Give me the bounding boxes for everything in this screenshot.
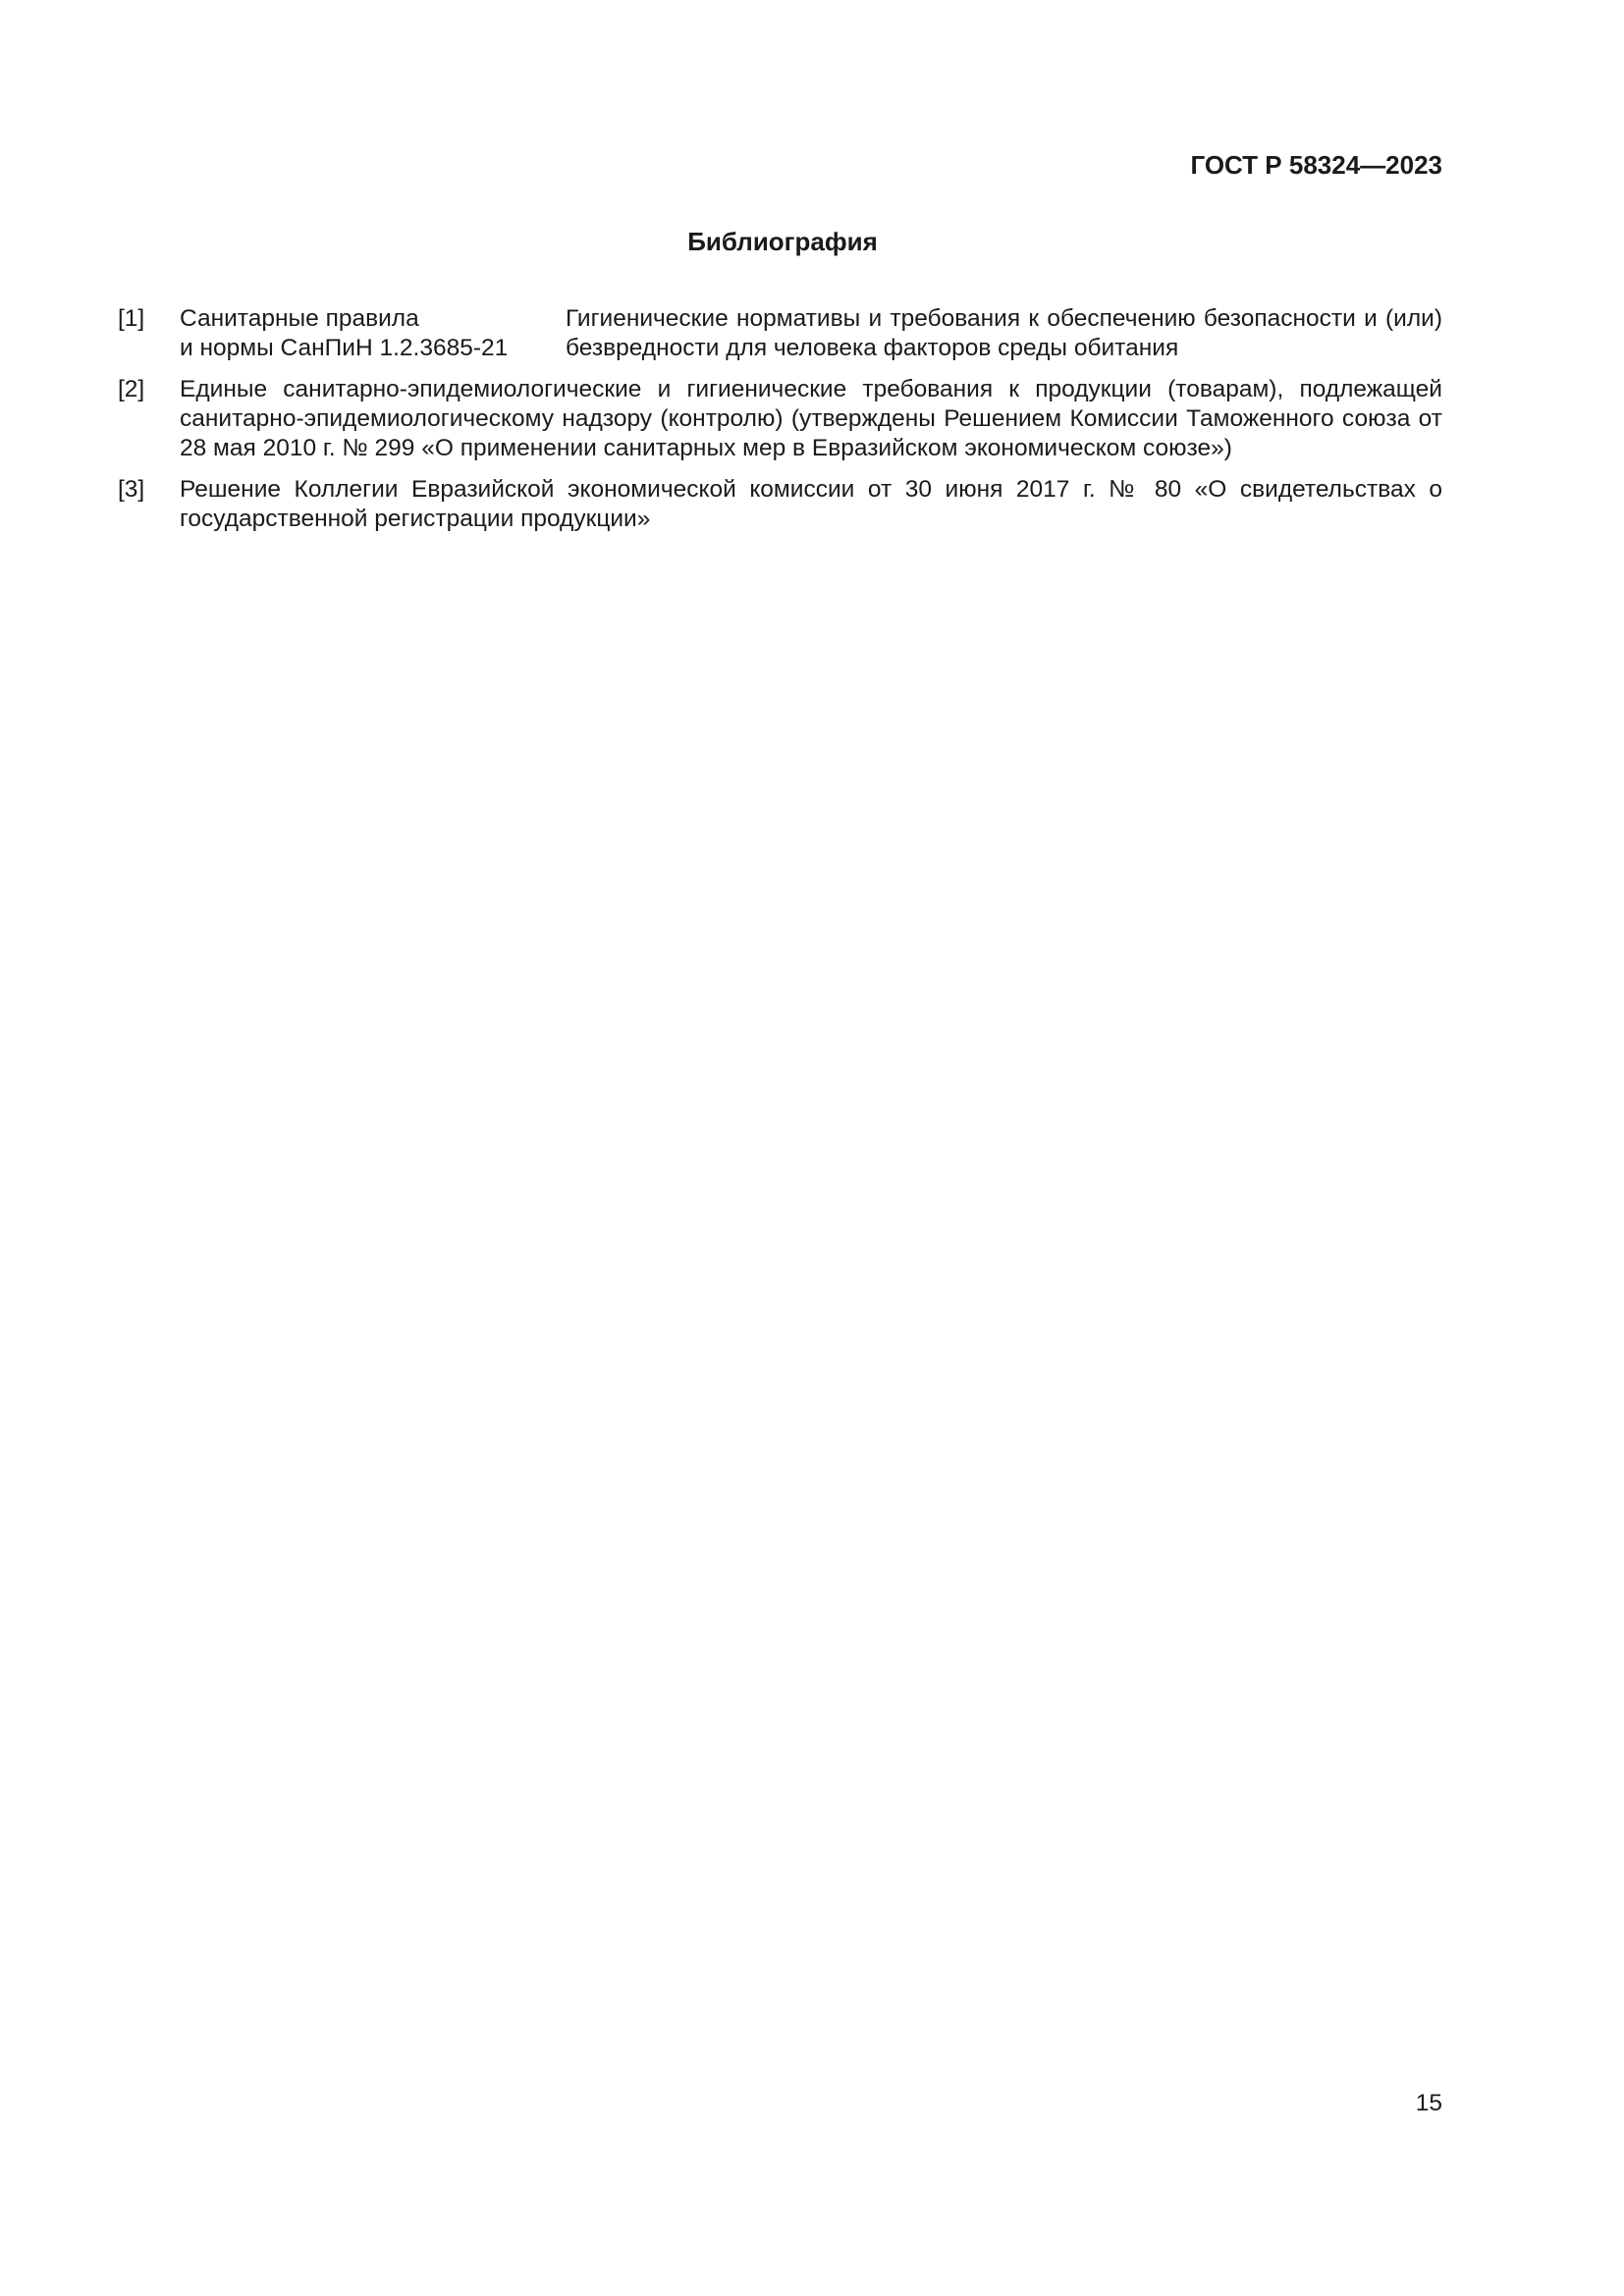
entry-source [180, 304, 566, 363]
bibliography-entry [118, 375, 1442, 463]
entry-source-line: и нормы СанПиН 1.2.3685-21 [180, 335, 509, 361]
entry-source-line: Санитарные правила [180, 305, 419, 332]
entry-body [180, 304, 1442, 363]
section-title: Библиография [687, 227, 878, 256]
entry-text: Единые санитарно-эпидемиологические и гигиенические требования к продукции (товарам), подлежащей санитарно-эпидемиологическому надзору (контролю) (утверждены Решением Комиссии Таможенного союза от 28 мая 2010 г. № 299 «О применении санитарных мер в Евразийском экономическом союзе») [180, 376, 1442, 461]
bibliography-entry [118, 304, 1442, 363]
entry-number: [1] [118, 305, 145, 332]
entry-number: [3] [118, 476, 145, 503]
document-code: ГОСТ Р 58324—2023 [1190, 150, 1442, 180]
entry-text: Гигиенические нормативы и требования к обеспечению безопасности и (или) безвредности для человека факторов среды обитания [566, 305, 1442, 361]
entry-number: [2] [118, 376, 145, 402]
entry-text: Решение Коллегии Евразийской экономической комиссии от 30 июня 2017 г. № 80 «О свидетельствах о государственной регистрации продукции» [180, 476, 1442, 532]
bibliography-entry [118, 475, 1442, 534]
page-number: 15 [1415, 2090, 1442, 2116]
bibliography-list [118, 304, 1442, 546]
